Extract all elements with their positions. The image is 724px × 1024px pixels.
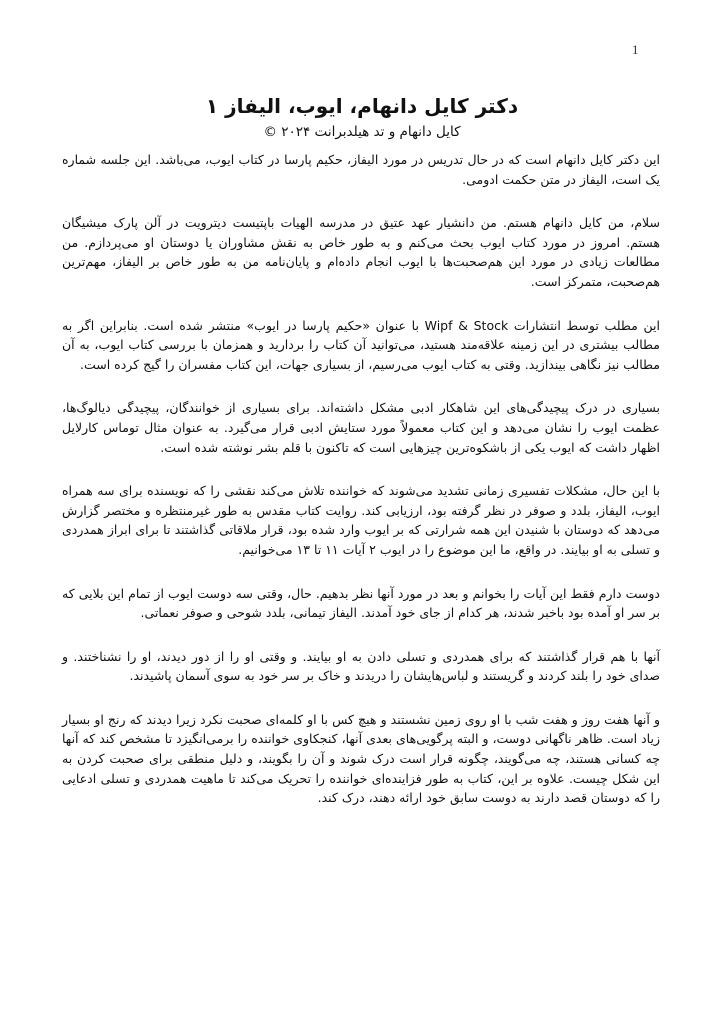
page-number: 1 — [632, 42, 639, 57]
paragraph-3: این مطلب توسط انتشارات Wipf & Stock با عنوان «حکیم پارسا در ایوب» منتشر شده است. بنابراین اگر به مطالب بیشتری در این زمینه علاقه‌مند هستید، می‌توانید آن کتاب را بردارید و همزمان با بررسی کتاب ایوب، به آن مطالب نیز نگاهی بیندازید. وقتی به کتاب ایوب می‌رسیم، از بسیاری جهات، این کتاب مفسران را گیج کرده است. — [62, 317, 660, 372]
page-title: دکتر کایل دانهام، ایوب، الیفاز ۱ — [205, 94, 519, 118]
paragraph-8: و آنها هفت روز و هفت شب با او روی زمین نشستند و هیچ کس با او کلمه‌ای صحبت نکرد زیرا دیدند که رنج او بسیار زیاد است. ظاهر ناگهانی دوست، و البته پرگویی‌های بعدی آنها، کنجکاوی خواننده را برمی‌انگیزد تا مشخص کند که آنها چه کسانی هستند، چه می‌گویند، چگونه قرار است درک شوند و آن را بگویند، و دلیل منطقی برای صحبت کردن به این شکل چیست. علاوه بر این، کتاب به طور فزاینده‌ای خواننده را تحریک می‌کند تا ماهیت همدردی و تسلی ادعایی را که دوستان قصد دارند به دوست سابق خود ارائه دهند، درک کند. — [62, 711, 660, 806]
paragraph-5: با این حال، مشکلات تفسیری زمانی تشدید می‌شوند که خواننده تلاش می‌کند نقشی را که نویسنده برای سه همراه ایوب، الیفاز، بلدد و صوفر در نظر گرفته بود، ارزیابی کند. روایت کتاب مقدس به طور غیرمنتظره و مختصر گزارش می‌دهد که دوستان با شنیدن این همه شرارتی که بر ایوب وارد شده بود، قرار ملاقاتی گذاشتند تا برای ابراز همدردی و تسلی به او بیایند. در واقع، ما این موضوع را در ایوب ۲ آیات ۱۱ تا ۱۳ می‌خوانیم. — [62, 483, 660, 557]
document-header — [0, 92, 724, 142]
paragraph-1: این دکتر کایل دانهام است که در حال تدریس در مورد الیفاز، حکیم پارسا در کتاب ایوب، می‌باشد. این جلسه شماره یک است، الیفاز در متن حکمت ادومی. — [62, 152, 660, 187]
page-subtitle: کایل دانهام و تد هیلدبرانت ۲۰۲۴ © — [263, 124, 461, 140]
paragraph-7: آنها با هم قرار گذاشتند که برای همدردی و تسلی دادن به او بیایند. و وقتی او را از دور دیدند، او را نشناختند. و صدای خود را بلند کردند و گریستند و لباس‌هایشان را دریدند و خاک بر سر خود به سوی آسمان پاشیدند. — [62, 648, 660, 684]
paragraph-6: دوست دارم فقط این آیات را بخوانم و بعد در مورد آنها نظر بدهیم. حال، وقتی سه دوست ایوب از تمام این بلایی که بر سر او آمده بود باخبر شدند، هر کدام از جای خود آمدند. الیفاز تیمانی، بلدد شوحی و صوفر نعماتی. — [62, 585, 660, 621]
document-body — [62, 150, 660, 832]
paragraph-2: سلام، من کایل دانهام هستم. من دانشیار عهد عتیق در مدرسه الهیات باپتیست دیترویت در آلن پارک میشیگان هستم. امروز در مورد کتاب ایوب بحث می‌کنم و به طور خاص به نقش مشاوران یا دوستان او می‌پردازم. من مطالعات زیادی در مورد این هم‌صحبت‌ها با ایوب انجام داده‌ام و پایان‌نامه من به طور خاص بر الیفاز، مهم‌ترین هم‌صحبت، متمرکز است. — [62, 215, 660, 289]
paragraph-4: بسیاری در درک پیچیدگی‌های این شاهکار ادبی مشکل داشته‌اند. برای بسیاری از خوانندگان، پیچیدگی دیالوگ‌ها، عظمت ایوب را نشان می‌دهد و این کتاب معمولاً مورد ستایش ادبی قرار می‌گیرد. به عنوان مثال توماس کارلایل اظهار داشت که ایوب یکی از باشکوه‌ترین چیزهایی است که تاکنون با قلم بشر نوشته شده است. — [62, 400, 660, 455]
